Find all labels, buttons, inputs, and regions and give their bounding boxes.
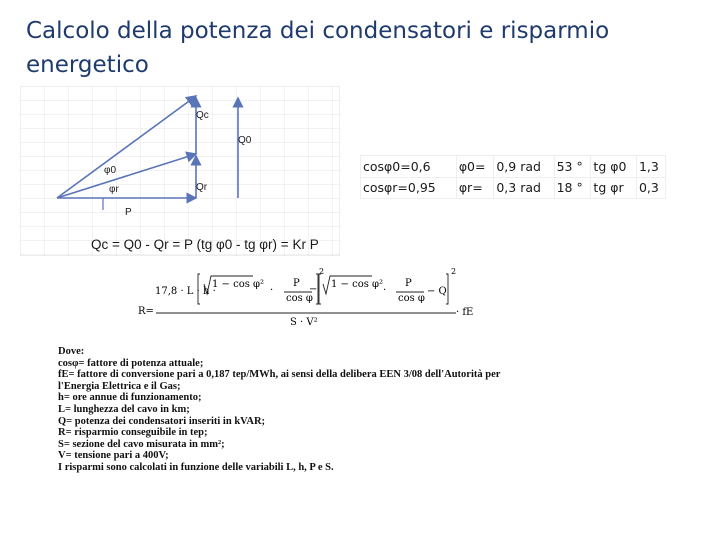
table-cell: cosφr=0,95 [361,177,457,199]
legend-line: R= risparmio conseguibile in tep; [58,427,208,439]
formula-num-b: P [405,278,412,289]
formula-legend [58,346,578,474]
table-cell: 0,3 rad [494,177,554,199]
power-triangle-diagram [20,86,340,256]
label-phi0: φ0 [104,165,117,176]
table-row [361,177,666,199]
legend-line: V= tensione pari a 400V; [58,450,169,462]
formula-lhs: R= [138,306,154,317]
legend-line: I risparmi sono calcolati in funzione delle variabili L, h, P e S. [58,461,334,473]
table-cell: cosφ0=0,6 [361,156,457,178]
formula-coefficient: 17,8 · L · h · [155,286,216,297]
table-cell: 0,9 rad [494,156,554,178]
formula-q-term: − Q [427,286,447,297]
table-cell: 53 ° [554,156,591,178]
legend-line: l'Energia Elettrica e il Gas; [58,380,181,392]
formula-exponent: 2 [451,267,457,276]
legend-line: S= sezione del cavo misurata in mm²; [58,438,225,450]
grid-background [20,86,340,256]
formula-den-a: cos φ [286,293,313,304]
label-q0: Q0 [238,135,252,146]
parameters-table [360,155,666,199]
table-cell: φ0= [456,156,494,178]
formula-denominator: S · V² [290,317,318,328]
legend-line: Dove: [58,346,85,357]
power-triangle-graphic [20,86,340,256]
legend-line: cosφ= fattore di potenza attuale; [58,357,204,369]
label-qc: Qc [196,110,209,121]
formula-sqrt-b: 1 − cos φ² [331,279,384,290]
label-phir: φr [109,184,119,195]
legend-line: Q= potenza dei condensatori inseriti in kVAR; [58,415,266,427]
table-cell: 0,3 [636,177,665,199]
formula-num-a: P [293,278,300,289]
table-row [361,156,666,178]
formula-factor: · fE [456,307,474,318]
table-cell: 1,3 [636,156,665,178]
table-cell: tg φr [591,177,637,199]
savings-formula: R= 17,8 · L · h · 1 − cos φ² · P cos φ 2 − 1 − cos φ² · P cos φ − Q 2 S · V² · fE [138,272,478,334]
table-cell: tg φ0 [591,156,637,178]
label-p: P [125,207,132,218]
legend-line: fE= fattore di conversione pari a 0,187 tep/MWh, ai sensi della delibera EEN 3/08 dell'Autorità per [58,369,501,381]
capacitor-power-formula: Qc = Q0 - Qr = P (tg φ0 - tg φr) = Kr P [91,237,319,252]
legend-line: L= lunghezza del cavo in km; [58,403,190,415]
table-cell: 18 ° [554,177,591,199]
formula-sqrt-a: 1 − cos φ² [212,279,265,290]
legend-line: h= ore annue di funzionamento; [58,392,202,404]
formula-den-b: cos φ [398,293,425,304]
slide-title: Calcolo della potenza dei condensatori e risparmio energetico [26,18,610,78]
label-qr: Qr [196,182,208,193]
table-cell: φr= [456,177,494,199]
